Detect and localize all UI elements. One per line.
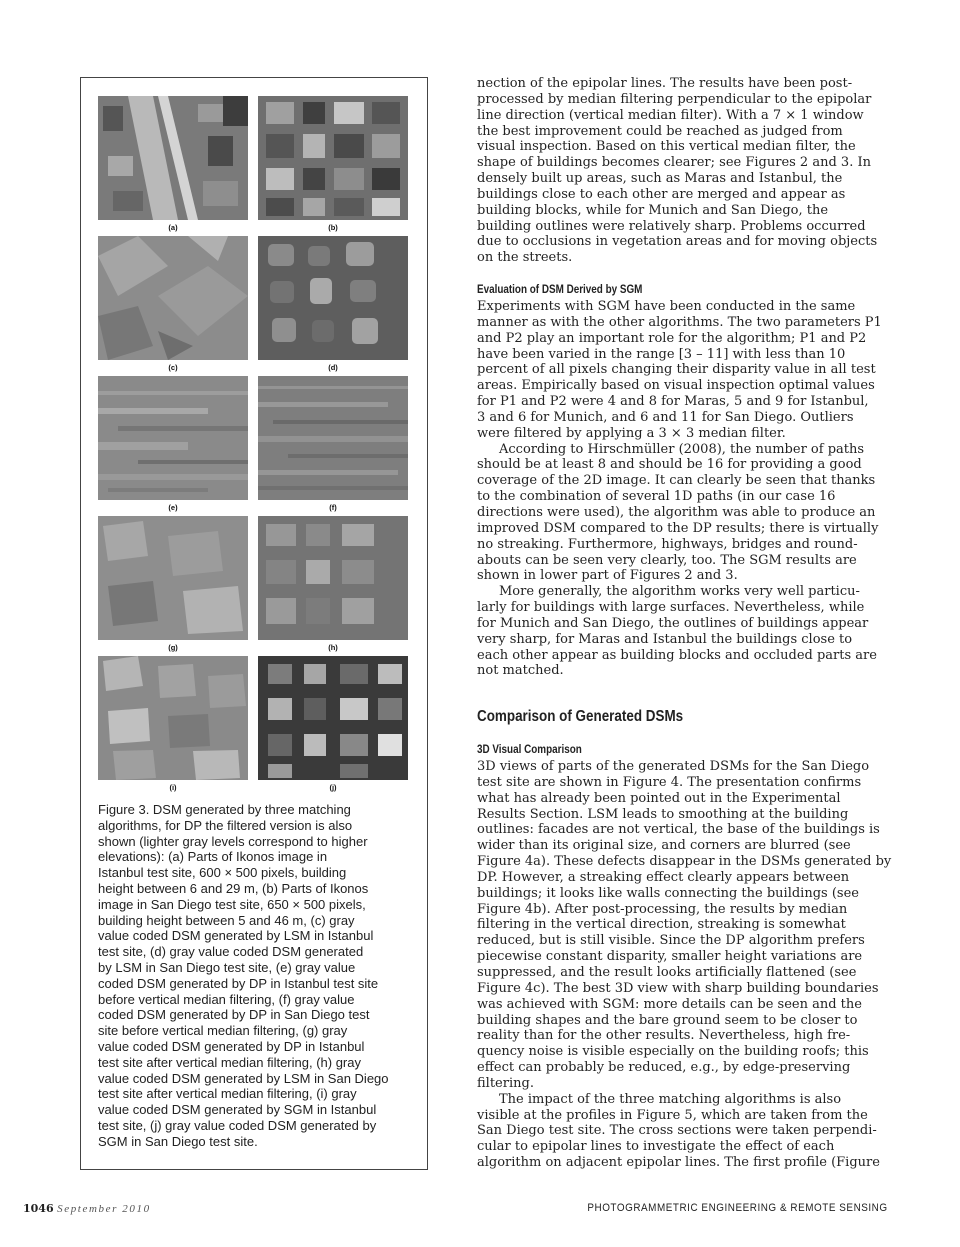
para5-line: wider than its original size, and corners are blurred (see [477, 838, 851, 854]
panel-g-dp-istanbul-after [98, 516, 248, 640]
panel-c-lsm-istanbul [98, 236, 248, 360]
para2-line: and P2 play an important role for the algorithm; P1 and P2 [477, 330, 867, 346]
section-heading-comparison [477, 709, 887, 725]
panel-label-b: (b) [328, 223, 338, 232]
caption-line: test site after vertical median filtering, (i) gray [98, 1086, 357, 1102]
para6-line: algorithm on adjacent epipolar lines. The first profile (Figure [477, 1155, 880, 1171]
para1-line: visual inspection. Based on this vertical median filter, the [477, 139, 856, 155]
journal-name: PHOTOGRAMMETRIC ENGINEERING & REMOTE SENSING [587, 1202, 888, 1214]
para1-line: densely built up areas, such as Maras and Istanbul, the [477, 171, 843, 187]
para1-line: buildings close to each other are merged and appear as [477, 186, 846, 202]
para2-line: Experiments with SGM have been conducted in the same [477, 299, 856, 314]
para3-line: According to Hirschmüller (2008), the number of paths [499, 441, 865, 457]
para-sgm-experiments [477, 299, 887, 679]
para4-line: for Munich and San Diego, the outlines of buildings appear [477, 615, 869, 631]
para5-line: quency noise is visible especially on the building roofs; this [477, 1044, 869, 1060]
para5-line: what has already been pointed out in the Experimental [477, 790, 841, 806]
caption-line: value coded DSM generated by LSM in Istanbul [98, 928, 374, 944]
caption-line: value coded DSM generated by SGM in Istanbul [98, 1102, 377, 1118]
para5-line: piecewise constant disparity, smaller height variations are [477, 949, 863, 965]
caption-line: Figure 3. DSM generated by three matching [98, 802, 351, 817]
caption-line: test site, (d) gray value coded DSM generated [98, 944, 364, 960]
para5-line: filtering. [477, 1075, 534, 1091]
para6-line: visible at the profiles in Figure 5, which are taken from the [477, 1107, 868, 1123]
para1-line: nection of the epipolar lines. The results have been post- [477, 76, 853, 91]
caption-line: test site, (j) gray value coded DSM generated by [98, 1117, 377, 1133]
caption-line: before vertical median filtering, (f) gray value [98, 991, 355, 1007]
para6-line: San Diego test site. The cross sections were taken perpendi- [477, 1123, 877, 1139]
para4-line: very sharp, for Maras and Istanbul the buildings close to [477, 631, 853, 647]
para5-line: effect can probably be reduced, e.g., by edge-preserving [477, 1060, 851, 1076]
panel-label-h: (h) [328, 643, 338, 652]
para1-line: line direction (vertical median filter). With a 7 × 1 window [477, 107, 864, 123]
para2-line: have been varied in the range [3 – 11] with less than 10 [477, 346, 846, 362]
para3-line: should be at least 8 and should be 16 for providing a good [477, 457, 862, 473]
caption-line: value coded DSM generated by LSM in San Diego [98, 1070, 389, 1086]
para2-line: 3 and 6 for Munich, and 6 and 11 for San Diego. Outliers [477, 409, 854, 425]
panel-label-i: (i) [169, 783, 177, 792]
panel-label-j: (j) [329, 783, 337, 792]
para3-line: shown in lower part of Figures 2 and 3. [477, 568, 738, 584]
para2-line: percent of all pixels changing their disparity value in all test [477, 362, 876, 378]
para-postprocessing [477, 76, 887, 266]
para5-line: test site are shown in Figure 4. The presentation confirms [477, 774, 862, 790]
panel-i-sgm-istanbul [98, 656, 248, 780]
figure-caption [98, 802, 416, 1150]
section-heading-sgm [477, 283, 887, 299]
para5-line: 3D views of parts of the generated DSMs for the San Diego [477, 759, 870, 774]
heading-comparison: Comparison of Generated DSMs [477, 708, 684, 725]
para-3d-views-text [477, 759, 892, 1092]
caption-line: value coded DSM generated by DP in Istanbul [98, 1038, 365, 1054]
caption-line: height between 6 and 29 m, (b) Parts of Ikonos [98, 880, 369, 896]
para-generality-text [477, 584, 887, 679]
caption-line: by LSM in San Diego test site, (e) gray value [98, 959, 356, 975]
para5-line: Figure 4c). The best 3D view with sharp building boundaries [477, 980, 879, 996]
para-sgm-experiments-text [477, 299, 887, 442]
panel-d-lsm-san-diego [258, 236, 408, 360]
para1-line: the best improvement could be reached as judged from [477, 123, 843, 139]
para3-line: no streaking. Furthermore, highways, bridges and round- [477, 536, 858, 552]
panel-label-e: (e) [168, 503, 178, 512]
para2-line: areas. Empirically based on visual inspection optimal values [477, 378, 875, 394]
caption-line: SGM in San Diego test site. [98, 1133, 258, 1149]
para2-line: manner as with the other algorithms. The two parameters P1 [477, 314, 882, 330]
caption-line: site before vertical median filtering, (g) gray [98, 1023, 348, 1039]
para5-line: was achieved with SGM: more details can be seen and the [477, 996, 862, 1012]
para3-line: improved DSM compared to the DP results; there is virtually [477, 520, 879, 536]
panel-label-a: (a) [168, 223, 178, 232]
para5-line: reality than for the other results. Nevertheless, high fre- [477, 1028, 851, 1044]
para5-line: outlines: facades are not vertical, the base of the buildings is [477, 822, 880, 838]
para2-line: for P1 and P2 were 4 and 8 for Maras, 5 and 9 for Istanbul, [477, 394, 869, 410]
para5-line: Figure 4b). After post-processing, the results by median [477, 901, 848, 917]
para3-line: to the combination of several 1D paths (in our case 16 [477, 489, 836, 505]
panel-label-g: (g) [168, 643, 178, 652]
para1-line: on the streets. [477, 250, 573, 266]
panel-h-lsm-san-diego-after [258, 516, 408, 640]
panel-f-dp-san-diego-before [258, 376, 408, 500]
caption-line: coded DSM generated by DP in San Diego test [98, 1007, 370, 1023]
para6-line: The impact of the three matching algorithms is also [499, 1091, 842, 1107]
para5-line: suppressed, and the result looks artificially flattened (see [477, 964, 857, 980]
panel-label-f: (f) [329, 503, 337, 512]
caption-line: building height between 5 and 46 m, (c) gray [98, 912, 355, 928]
panel-label-c: (c) [168, 363, 178, 372]
panel-e-dp-istanbul-before [98, 376, 248, 500]
para3-line: directions were used), the algorithm was able to produce an [477, 504, 876, 520]
caption-line: coded DSM generated by DP in Istanbul test site [98, 975, 379, 991]
para-profiles-text [477, 1092, 887, 1171]
para1-line: building outlines were relatively sharp. Problems occurred [477, 218, 866, 234]
caption-line: image in San Diego test site, 650 × 500 pixels, [98, 896, 366, 912]
para1-line: due to occlusions in vegetation areas and for moving objects [477, 234, 878, 250]
para5-line: buildings; it looks like walls connecting the buildings (see [477, 885, 859, 901]
para6-line: cular to epipolar lines to investigate the effect of each [477, 1139, 835, 1155]
para3-line: abouts can be seen very clearly, too. The SGM results are [477, 552, 857, 568]
para1-line: building blocks, while for Munich and San Diego, the [477, 202, 829, 218]
para2-line: were filtered by applying a 3 × 3 median filter. [477, 425, 786, 441]
para4-line: More generally, the algorithm works very well particu- [499, 584, 860, 600]
caption-line: Istanbul test site, 600 × 500 pixels, building [98, 865, 347, 881]
para4-line: larly for buildings with large surfaces. Nevertheless, while [477, 600, 865, 616]
panel-j-sgm-san-diego [258, 656, 408, 780]
page-number: 1046 [23, 1202, 54, 1215]
heading-3d-visual: 3D Visual Comparison [477, 744, 582, 756]
para5-line: Results Section. LSM leads to smoothing at the building [477, 806, 849, 822]
para1-line: processed by median filtering perpendicular to the epipolar [477, 91, 872, 107]
para-3d-comparison [477, 759, 892, 1171]
para4-line: each other appear as building blocks and occluded parts are [477, 647, 877, 663]
para5-line: filtering in the vertical direction, streaking is somewhat [477, 917, 846, 933]
para-hirschmuller-text [477, 442, 887, 585]
footer-left [23, 1202, 151, 1215]
para5-line: Figure 4a). These defects disappear in the DSMs generated by [477, 854, 892, 870]
para5-line: reduced, but is still visible. Since the DP algorithm prefers [477, 933, 865, 949]
panel-a-ikonos-istanbul [98, 96, 248, 220]
caption-line: algorithms, for DP the filtered version is also [98, 817, 353, 833]
para5-line: DP. However, a streaking effect clearly appears between [477, 869, 850, 885]
caption-line: shown (lighter gray levels correspond to higher [98, 833, 368, 849]
heading-evaluation-sgm: Evaluation of DSM Derived by SGM [477, 284, 643, 296]
para-postprocessing-text [477, 76, 887, 266]
para5-line: building shapes and the bare ground seem to be closer to [477, 1012, 858, 1028]
para1-line: shape of buildings becomes clearer; see Figures 2 and 3. In [477, 155, 871, 171]
para4-line: not matched. [477, 663, 564, 679]
issue-date: September 2010 [57, 1203, 151, 1215]
panel-label-d: (d) [328, 363, 338, 372]
caption-line: elevations): (a) Parts of Ikonos image in [98, 849, 328, 865]
caption-line: test site after vertical median filtering, (h) gray [98, 1054, 361, 1070]
para3-line: coverage of the 2D image. It can clearly be seen that thanks [477, 473, 876, 489]
panel-b-ikonos-san-diego [258, 96, 408, 220]
section-heading-3d [477, 743, 887, 759]
